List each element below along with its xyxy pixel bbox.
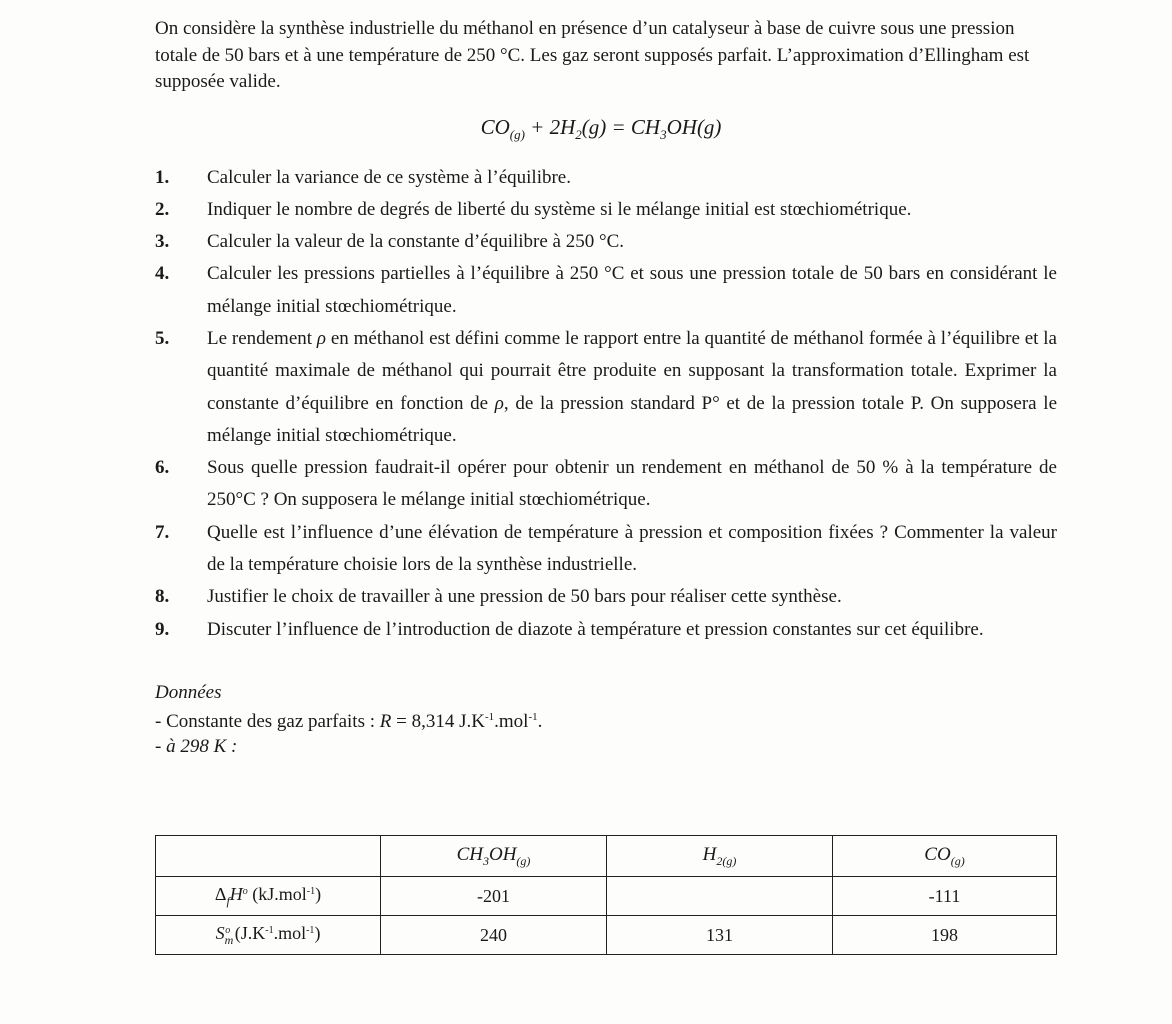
question-number: 5. <box>155 327 170 349</box>
label-unit: (J.K <box>230 922 266 943</box>
period: . <box>537 710 543 732</box>
question-number: 7. <box>155 521 170 543</box>
question-number: 3. <box>155 231 170 253</box>
thermo-data-table <box>155 835 1057 955</box>
label-sub: f <box>226 893 230 908</box>
table-cell: -201 <box>381 877 607 916</box>
question-number: 6. <box>155 457 170 479</box>
eq-co: CO <box>480 114 510 139</box>
header-phase: 2(g) <box>716 853 737 868</box>
eq-co-phase: (g) <box>509 126 525 142</box>
table-cell: 198 <box>833 916 1057 955</box>
table-header-cell <box>833 836 1057 877</box>
label-sup: o <box>225 924 231 936</box>
gas-constant-label: - Constante des gaz parfaits : <box>155 710 380 732</box>
table-row <box>156 916 1057 955</box>
header-phase: (g) <box>516 853 531 868</box>
temperature-label: - à 298 K : <box>155 735 238 757</box>
exponent: -1 <box>484 710 495 723</box>
table-cell <box>607 877 833 916</box>
label-var: S <box>215 922 225 943</box>
table-header-cell <box>607 836 833 877</box>
gas-constant-value: = 8,314 J.K <box>391 710 485 732</box>
label-unit: .mol <box>273 922 307 943</box>
label-exp: -1 <box>306 924 315 936</box>
question-text: Calculer les pressions partielles à l’équilibre à 250 °C et sous une pression totale de 50 bars en considérant le mélange initial stœchiométrique. <box>207 263 1057 317</box>
question-text: Sous quelle pression faudrait-il opérer pour obtenir un rendement en méthanol de 50 % à la température de 250°C ? On supposera le mélange initial stœchiométrique. <box>207 457 1057 511</box>
eq-h2-sub: 2 <box>575 126 582 142</box>
header-text: OH <box>488 843 517 865</box>
eq-rhs: OH(g) <box>666 114 722 139</box>
label-sup: o <box>242 885 248 897</box>
table-cell: 131 <box>607 916 833 955</box>
question-number: 1. <box>155 166 170 188</box>
question-number: 8. <box>155 586 170 608</box>
question-number: 2. <box>155 198 170 220</box>
question-text: Calculer la variance de ce système à l’équilibre. <box>207 166 571 188</box>
header-phase: (g) <box>950 853 965 868</box>
eq-ch3-sub: 3 <box>660 126 667 142</box>
intro-paragraph: On considère la synthèse industrielle du méthanol en présence d’un catalyseur à base de cuivre sous une pression totale de 50 bars et à une température de 250 °C. Les gaz seront supposés parfait. L’approximation d’Ellingham est supposée valide. <box>155 18 1030 92</box>
question-number: 4. <box>155 263 170 285</box>
eq-h2: + 2H <box>524 114 576 139</box>
question-text-part: , de la pression standard P° et de la pression totale P. On supposera le mélange initial stœchiométrique. <box>207 392 1057 446</box>
row-label-enthalpy <box>156 877 381 916</box>
table-header-cell <box>381 836 607 877</box>
label-exp: -1 <box>265 924 274 936</box>
rho-symbol: ρ <box>316 327 327 349</box>
question-number: 9. <box>155 618 170 640</box>
header-text: CO <box>924 843 951 865</box>
question-text: Indiquer le nombre de degrés de liberté du système si le mélange initial est stœchiométrique. <box>207 198 912 220</box>
unit-part: .mol <box>494 710 529 732</box>
table-header-row <box>156 836 1057 877</box>
label-unit: ) <box>314 922 321 943</box>
header-text: CH <box>456 843 483 865</box>
label-unit: (kJ.mol <box>247 883 307 904</box>
question-text: Calculer la valeur de la constante d’équilibre à 250 °C. <box>207 231 624 253</box>
question-text: Discuter l’influence de l’introduction de diazote à température et pression constantes sur cet équilibre. <box>207 618 984 640</box>
question-text-part: Le rendement <box>207 327 317 349</box>
table-row <box>156 877 1057 916</box>
label-var: H <box>229 883 243 904</box>
row-label-entropy <box>156 916 381 955</box>
header-text: H <box>702 843 717 865</box>
gas-constant-symbol: R <box>379 710 392 732</box>
rho-symbol: ρ <box>494 392 504 414</box>
data-title: Données <box>155 681 222 703</box>
table-header-cell-empty <box>156 836 381 877</box>
label-part: Δ <box>214 883 227 904</box>
label-unit: ) <box>315 883 322 904</box>
question-text: Quelle est l’influence d’une élévation de température à pression et composition fixées ? Commenter la valeur de la température choisie lors de la synthèse industrielle. <box>207 521 1057 576</box>
table-cell: -111 <box>833 877 1057 916</box>
eq-middle: (g) = CH <box>581 114 661 139</box>
question-text-part: en méthanol est défini comme le rapport entre la quantité de méthanol formée à l’équilibre et la quantité maximale de méthanol qui pourrait être produite en supposant la transformation totale. Exprimer la constante d’équilibre en fonction de <box>207 327 1057 414</box>
table-cell: 240 <box>381 916 607 955</box>
question-text: Justifier le choix de travailler à une pression de 50 bars pour réaliser cette synthèse. <box>207 586 842 608</box>
table-layer <box>155 0 1057 1024</box>
label-exp: -1 <box>306 885 316 897</box>
header-sub: 3 <box>482 853 489 868</box>
label-sub: m <box>224 932 234 947</box>
exponent: -1 <box>528 710 538 723</box>
